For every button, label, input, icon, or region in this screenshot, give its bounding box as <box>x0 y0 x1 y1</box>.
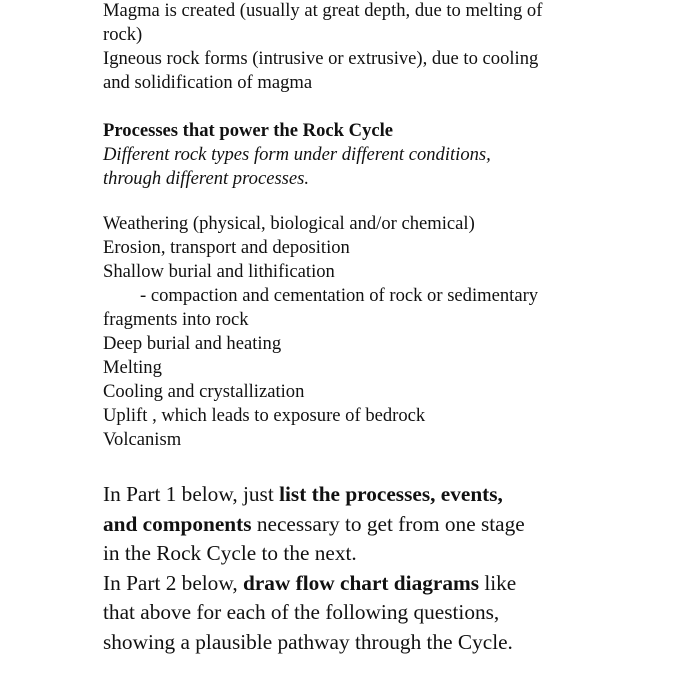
intro-line-2: rock) <box>103 24 143 45</box>
process-uplift: Uplift , which leads to exposure of bedrock <box>103 405 426 426</box>
part1-line-2 <box>103 510 525 540</box>
part2-text-a: In Part 2 below, <box>103 570 243 595</box>
process-erosion: Erosion, transport and deposition <box>103 237 350 258</box>
processes-section <box>103 119 491 191</box>
process-cooling: Cooling and crystallization <box>103 381 305 402</box>
intro-line-1: Magma is created (usually at great depth, due to melting of <box>103 0 543 21</box>
intro-line-3: Igneous rock forms (intrusive or extrusive), due to cooling <box>103 48 539 69</box>
instructions-section <box>103 480 525 657</box>
part2-line-2: that above for each of the following questions, <box>103 600 500 624</box>
part1-text-a: In Part 1 below, just <box>103 482 280 506</box>
process-volcanism: Volcanism <box>103 429 182 450</box>
process-list <box>103 212 538 452</box>
intro-section <box>103 0 542 95</box>
processes-subtitle-1: Different rock types form under different conditions, <box>103 144 491 165</box>
intro-line-4: and solidification of magma <box>103 72 313 93</box>
process-weathering: Weathering (physical, biological and/or chemical) <box>103 213 475 234</box>
process-burial-detail-2: fragments into rock <box>103 309 249 330</box>
part1-line-3: in the Rock Cycle to the next. <box>103 541 357 565</box>
part2-text-c: like <box>479 570 517 595</box>
process-melting: Melting <box>103 357 162 378</box>
process-deep-burial: Deep burial and heating <box>103 333 282 354</box>
part1-emphasis-1: list the processes, events, <box>279 482 503 506</box>
processes-subtitle-2: through different processes. <box>103 168 310 189</box>
process-burial: Shallow burial and lithification <box>103 261 335 282</box>
part2-line-3: showing a plausible pathway through the Cycle. <box>103 629 513 654</box>
part1-line-1 <box>103 480 525 510</box>
part2-line-1 <box>103 569 525 599</box>
part2-emphasis: draw flow chart diagrams <box>242 570 479 595</box>
processes-heading: Processes that power the Rock Cycle <box>103 120 394 141</box>
process-burial-detail-1: - compaction and cementation of rock or sedimentary <box>140 285 539 306</box>
part1-emphasis-2: and components <box>103 511 252 536</box>
part1-text-d: necessary to get from one stage <box>251 511 525 536</box>
